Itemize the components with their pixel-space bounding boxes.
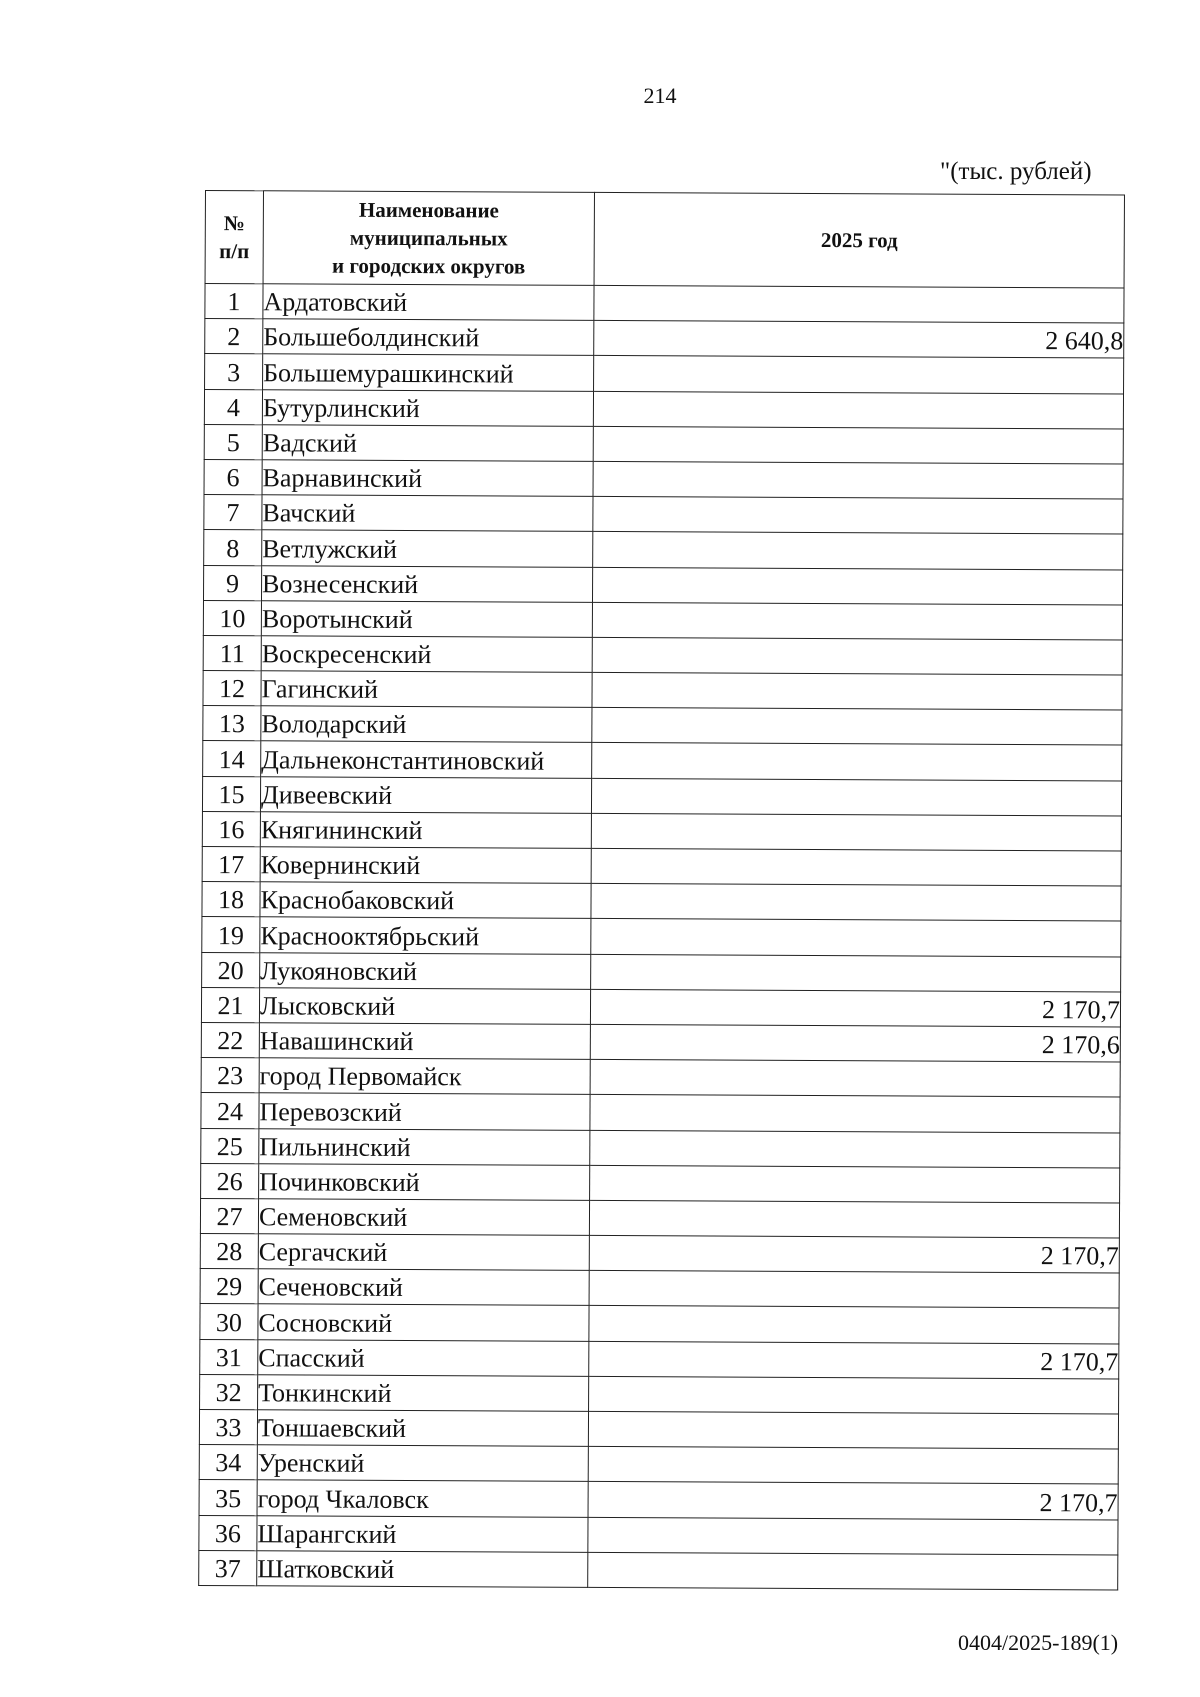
table-row <box>205 284 1124 324</box>
row-number: 9 <box>203 565 261 600</box>
table-row <box>203 635 1122 675</box>
row-name: Бутурлинский <box>262 389 593 426</box>
row-name: Гагинский <box>261 671 592 708</box>
row-name: Вознесенский <box>261 565 592 602</box>
row-number: 7 <box>204 495 262 530</box>
table-row <box>200 1269 1119 1309</box>
header-name <box>263 191 594 286</box>
row-number: 36 <box>199 1515 257 1550</box>
row-name: Починковский <box>259 1163 590 1200</box>
row-number: 8 <box>204 530 262 565</box>
row-number: 18 <box>202 882 260 917</box>
header-number-line: № <box>223 211 245 236</box>
table-row <box>202 776 1121 816</box>
row-value <box>593 426 1123 464</box>
row-value: 2 170,7 <box>589 1235 1119 1273</box>
row-value <box>592 743 1122 781</box>
row-number: 25 <box>201 1128 259 1163</box>
row-value <box>591 884 1121 922</box>
table-row <box>202 846 1121 886</box>
row-value <box>593 532 1123 570</box>
allocation-table <box>198 190 1125 1590</box>
row-value <box>591 813 1121 851</box>
row-name: Воротынский <box>261 600 592 637</box>
table-row <box>199 1550 1118 1590</box>
row-number: 15 <box>202 776 260 811</box>
row-name: Большеболдинский <box>263 319 594 356</box>
row-name: Шарангский <box>257 1515 588 1552</box>
row-value <box>592 567 1122 605</box>
row-name: Вачский <box>262 495 593 532</box>
row-value <box>593 461 1123 499</box>
row-number: 22 <box>201 1022 259 1057</box>
table-row <box>202 917 1121 957</box>
table-row <box>203 671 1122 711</box>
document-code: 0404/2025-189(1) <box>958 1630 1119 1655</box>
table-header-row <box>205 191 1124 288</box>
row-name: Володарский <box>261 706 592 743</box>
row-value <box>589 1376 1119 1414</box>
row-value <box>592 602 1122 640</box>
table-row <box>201 1128 1120 1168</box>
row-number: 3 <box>205 354 263 389</box>
table-row <box>199 1515 1118 1555</box>
table-row <box>199 1409 1118 1449</box>
row-value <box>592 637 1122 675</box>
header-name-line: муниципальных <box>349 225 508 251</box>
row-number: 11 <box>203 635 261 670</box>
header-number <box>205 191 263 284</box>
table-row <box>203 565 1122 605</box>
row-value <box>589 1200 1119 1238</box>
row-value <box>590 1130 1120 1168</box>
table-body <box>199 284 1124 1590</box>
row-number: 17 <box>202 846 260 881</box>
row-name: Пильнинский <box>259 1128 590 1165</box>
row-name: Спасский <box>258 1339 589 1376</box>
row-name: Дивеевский <box>260 776 591 813</box>
row-value <box>594 285 1124 323</box>
row-value <box>588 1447 1118 1485</box>
row-value: 2 170,7 <box>588 1482 1118 1520</box>
row-name: Уренский <box>257 1445 588 1482</box>
row-number: 27 <box>200 1198 258 1233</box>
row-name: Тонкинский <box>258 1375 589 1412</box>
row-number: 4 <box>204 389 262 424</box>
table-row <box>201 1022 1120 1062</box>
row-name: Ветлужский <box>262 530 593 567</box>
table-row <box>201 1163 1120 1203</box>
row-value <box>591 848 1121 886</box>
row-value <box>590 1060 1120 1098</box>
row-name: Сосновский <box>258 1304 589 1341</box>
row-number: 28 <box>200 1234 258 1269</box>
table-row <box>201 987 1120 1027</box>
row-number: 6 <box>204 459 262 494</box>
table-row <box>200 1374 1119 1414</box>
row-number: 29 <box>200 1269 258 1304</box>
row-name: Лысковский <box>259 988 590 1025</box>
row-value: 2 170,6 <box>590 1024 1120 1062</box>
row-number: 21 <box>201 987 259 1022</box>
table-row <box>204 424 1123 464</box>
row-value <box>593 497 1123 535</box>
row-number: 37 <box>199 1550 257 1585</box>
table-row <box>202 952 1121 992</box>
row-name: Краснооктябрьский <box>260 917 591 954</box>
row-name: город Первомайск <box>259 1058 590 1095</box>
row-value <box>590 1095 1120 1133</box>
row-value <box>593 391 1123 429</box>
row-number: 10 <box>203 600 261 635</box>
row-number: 24 <box>201 1093 259 1128</box>
header-name-line: Наименование <box>358 197 499 223</box>
header-number-line: п/п <box>219 239 250 264</box>
row-value: 2 170,7 <box>590 989 1120 1027</box>
table-row <box>205 319 1124 359</box>
row-value <box>592 708 1122 746</box>
table-row <box>203 706 1122 746</box>
row-number: 5 <box>204 424 262 459</box>
row-name: Ковернинский <box>260 847 591 884</box>
table-row <box>200 1304 1119 1344</box>
page-number: 214 <box>643 83 677 108</box>
row-number: 20 <box>202 952 260 987</box>
row-number: 16 <box>202 811 260 846</box>
row-value: 2 640,8 <box>594 321 1124 359</box>
row-value: 2 170,7 <box>589 1341 1119 1379</box>
row-name: город Чкаловск <box>257 1480 588 1517</box>
units-note: "(тыс. рублей) <box>940 158 1092 185</box>
row-name: Ардатовский <box>263 284 594 321</box>
row-name: Дальнеконстантиновский <box>261 741 592 778</box>
table-row <box>202 811 1121 851</box>
table-row <box>204 389 1123 429</box>
table-row <box>200 1234 1119 1274</box>
row-number: 14 <box>203 741 261 776</box>
row-number: 23 <box>201 1058 259 1093</box>
row-name: Княгининский <box>260 812 591 849</box>
row-value <box>591 954 1121 992</box>
row-name: Воскресенский <box>261 636 592 673</box>
table-row <box>200 1198 1119 1238</box>
table-row <box>201 1093 1120 1133</box>
row-value <box>589 1306 1119 1344</box>
row-number: 26 <box>201 1163 259 1198</box>
row-value <box>588 1552 1118 1590</box>
row-number: 1 <box>205 284 263 319</box>
table-row <box>202 882 1121 922</box>
row-value <box>592 672 1122 710</box>
row-value <box>591 919 1121 957</box>
row-number: 35 <box>199 1480 257 1515</box>
row-name: Перевозский <box>259 1093 590 1130</box>
row-name: Варнавинский <box>262 460 593 497</box>
row-name: Лукояновский <box>260 952 591 989</box>
table-row <box>205 354 1124 394</box>
row-name: Краснобаковский <box>260 882 591 919</box>
row-value <box>591 778 1121 816</box>
row-number: 2 <box>205 319 263 354</box>
row-number: 32 <box>200 1374 258 1409</box>
row-name: Сеченовский <box>258 1269 589 1306</box>
table-row <box>200 1339 1119 1379</box>
row-value <box>588 1517 1118 1555</box>
row-value <box>594 356 1124 394</box>
table-row <box>204 459 1123 499</box>
table-row <box>199 1480 1118 1520</box>
row-value <box>589 1271 1119 1309</box>
row-name: Вадский <box>262 425 593 462</box>
row-name: Шатковский <box>257 1551 588 1588</box>
header-name-line: и городских округов <box>331 253 526 279</box>
row-value <box>588 1411 1118 1449</box>
row-number: 12 <box>203 671 261 706</box>
row-name: Тоншаевский <box>257 1410 588 1447</box>
row-name: Сергачский <box>258 1234 589 1271</box>
row-number: 19 <box>202 917 260 952</box>
row-number: 13 <box>203 706 261 741</box>
row-name: Навашинский <box>259 1023 590 1060</box>
row-value <box>590 1165 1120 1203</box>
table-row <box>203 600 1122 640</box>
row-number: 30 <box>200 1304 258 1339</box>
row-name: Семеновский <box>258 1199 589 1236</box>
table-row <box>204 495 1123 535</box>
table-row <box>199 1445 1118 1485</box>
table-row <box>203 741 1122 781</box>
row-number: 33 <box>199 1409 257 1444</box>
row-number: 34 <box>199 1445 257 1480</box>
row-name: Большемурашкинский <box>263 354 594 391</box>
header-year: 2025 год <box>594 192 1124 288</box>
row-number: 31 <box>200 1339 258 1374</box>
table-row <box>204 530 1123 570</box>
table-row <box>201 1058 1120 1098</box>
